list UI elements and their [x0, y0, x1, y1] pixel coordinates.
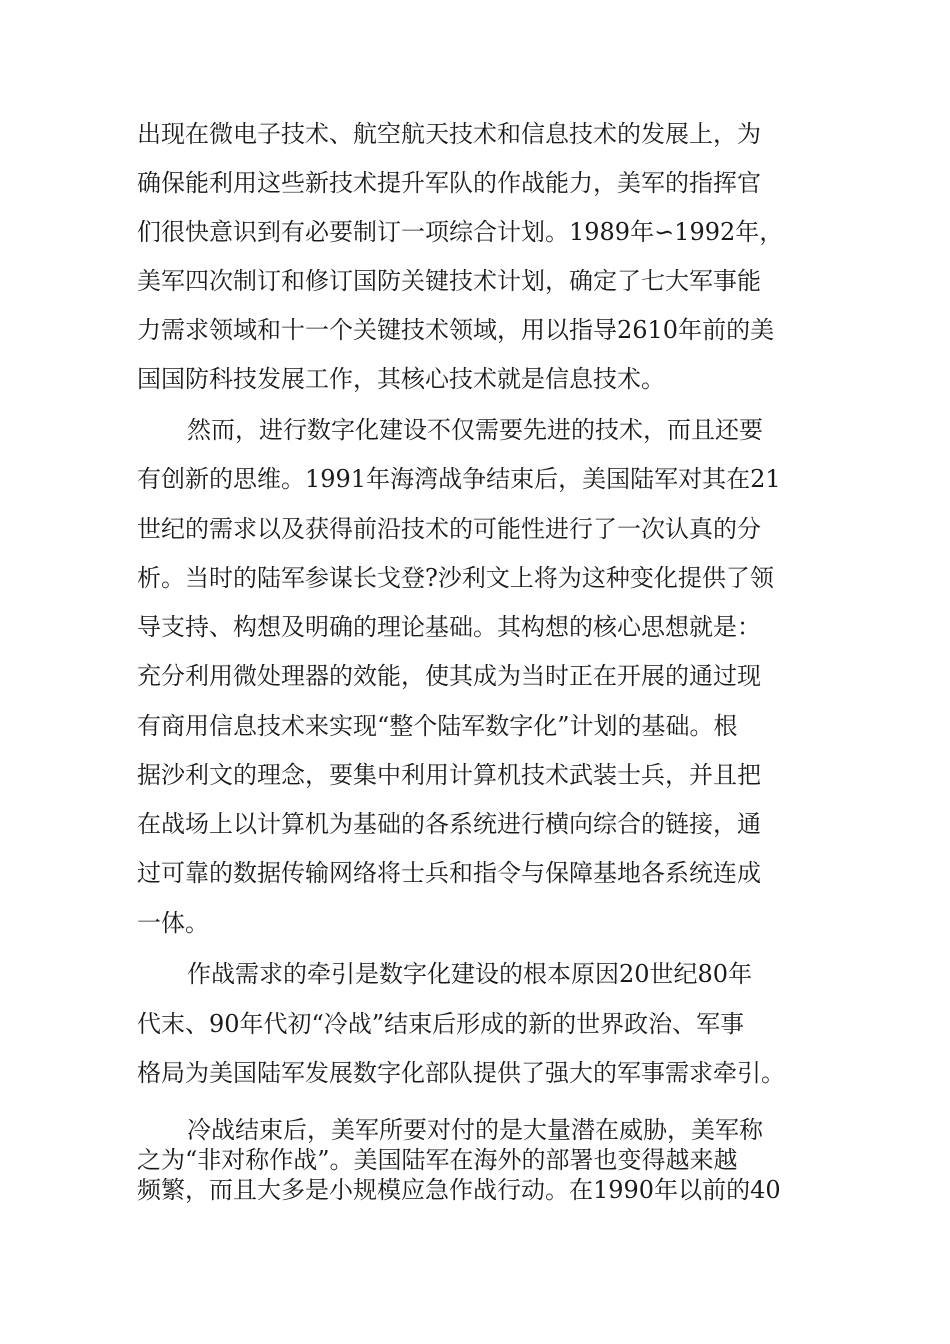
paragraph-2-line-5: 导支持、构想及明确的理论基础。其构想的核心思想就是：	[137, 613, 761, 641]
paragraph-2-line-9: 在战场上以计算机为基础的各系统进行横向综合的链接，通	[137, 810, 761, 838]
paragraph-3-line-3: 格局为美国陆军发展数字化部队提供了强大的军事需求牵引。	[137, 1059, 785, 1087]
paragraph-4-line-3: 频繁，而且大多是小规模应急作战行动。在1990年以前的40	[137, 1176, 781, 1204]
paragraph-1-line-3: 们很快意识到有必要制订一项综合计划。1989年∽1992年，	[137, 218, 784, 246]
paragraph-2-line-4: 析。当时的陆军参谋长戈登?沙利文上将为这种变化提供了领	[137, 564, 774, 592]
paragraph-4-line-1: 冷战结束后，美军所要对付的是大量潜在威胁，美军称	[187, 1116, 763, 1144]
paragraph-1-line-2: 确保能利用这些新技术提升军队的作战能力，美军的指挥官	[137, 169, 761, 197]
paragraph-2-line-7: 有商用信息技术来实现“整个陆军数字化”计划的基础。根	[137, 712, 738, 740]
paragraph-2-line-2: 有创新的思维。1991年海湾战争结束后，美国陆军对其在21	[137, 465, 781, 493]
paragraph-3-line-2: 代末、90年代初“冷战”结束后形成的新的世界政治、军事	[137, 1010, 745, 1038]
paragraph-2-line-8: 据沙利文的理念，要集中利用计算机技术武装士兵，并且把	[137, 761, 761, 789]
paragraph-1-line-4: 美军四次制订和修订国防关键技术计划，确定了七大军事能	[137, 267, 761, 295]
paragraph-2-line-1: 然而，进行数字化建设不仅需要先进的技术，而且还要	[187, 416, 763, 444]
paragraph-3-line-1: 作战需求的牵引是数字化建设的根本原因20世纪80年	[187, 960, 753, 988]
paragraph-2-line-6: 充分利用微处理器的效能，使其成为当时正在开展的通过现	[137, 662, 761, 690]
paragraph-2-line-10: 过可靠的数据传输网络将士兵和指令与保障基地各系统连成	[137, 859, 761, 887]
paragraph-2-line-3: 世纪的需求以及获得前沿技术的可能性进行了一次认真的分	[137, 515, 761, 543]
paragraph-1-line-6: 国国防科技发展工作，其核心技术就是信息技术。	[137, 365, 665, 393]
paragraph-1-line-5: 力需求领域和十一个关键技术领域，用以指导2610年前的美	[137, 316, 775, 344]
paragraph-4-line-2: 之为“非对称作战”。美国陆军在海外的部署也变得越来越	[137, 1146, 738, 1174]
paragraph-2-line-11: 一体。	[137, 909, 209, 937]
paragraph-1-line-1: 出现在微电子技术、航空航天技术和信息技术的发展上，为	[137, 120, 761, 148]
